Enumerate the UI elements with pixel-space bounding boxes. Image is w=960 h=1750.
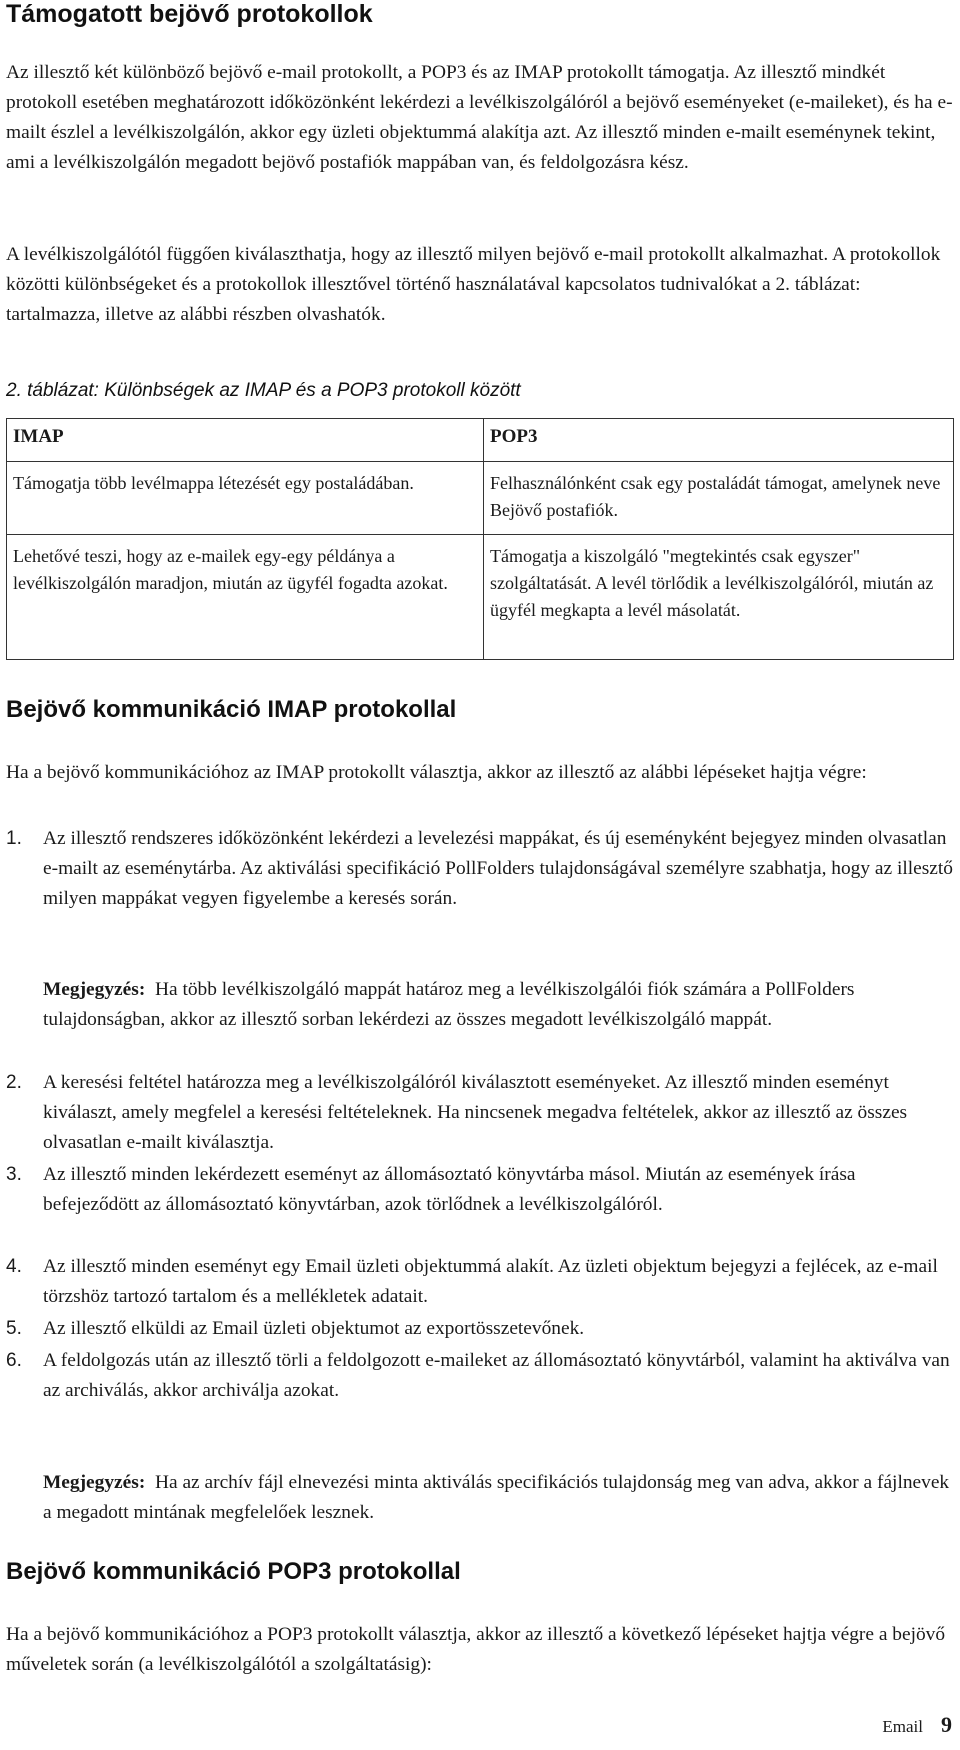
step-text: A feldolgozás után az illesztő törli a feldolgozott e-maileket az állomásoztató könyvtárból, valamint ha aktiválva van az archiválás, akkor archiválja azokat.	[43, 1350, 950, 1401]
footer-label: Email	[882, 1717, 923, 1736]
paragraph-protocol-intro: Az illesztő két különböző bejövő e-mail protokollt, a POP3 és az IMAP protokollt támogatja. Az illesztő mindkét protokoll esetében meghatározott időközönként lekérdezi a levélkiszolgálóról a bejövő eseményeket (e-maileket), és ha e-mailt észlel a levélkiszolgálón, akkor egy üzleti objektummá alakítja azt. Az illesztő minden e-mailt eseménynek tekint, ami a levélkiszolgálón megadott bejövő postafiók mappában van, és feldolgozásra kész.	[6, 62, 953, 173]
step-number: 6.	[6, 1350, 22, 1371]
step-number: 4.	[6, 1256, 22, 1277]
paragraph-imap-intro: Ha a bejövő kommunikációhoz az IMAP protokollt választja, akkor az illesztő az alábbi lépéseket hajtja végre:	[6, 762, 867, 783]
table-cell: Támogatja több levélmappa létezését egy postaládában.	[7, 462, 484, 535]
section-title-supported-protocols: Támogatott bejövő protokollok	[6, 0, 373, 28]
table-header-pop3: POP3	[484, 419, 954, 462]
paragraph-pop3-intro: Ha a bejövő kommunikációhoz a POP3 protokollt választja, akkor az illesztő a következő lépéseket hajtja végre a bejövő műveletek során (a levélkiszolgálótól a szolgáltatásig):	[6, 1624, 946, 1675]
note-text: Ha az archív fájl elnevezési minta aktiválás specifikációs tulajdonság meg van adva, akkor a fájlnevek a megadott mintának megfelelőek lesznek.	[43, 1472, 950, 1523]
step-text: Az illesztő minden eseményt egy Email üzleti objektummá alakít. Az üzleti objektum bejegyzi a fejlécek, az e-mail törzshöz tartozó tartalom és a mellékletek adatait.	[43, 1256, 938, 1307]
step-number: 2.	[6, 1072, 22, 1093]
section-title-pop3: Bejövő kommunikáció POP3 protokollal	[6, 1558, 461, 1585]
step-text: Az illesztő elküldi az Email üzleti objektumot az exportösszetevőnek.	[43, 1318, 585, 1339]
protocol-differences-table	[6, 418, 954, 660]
table-row	[7, 535, 954, 660]
step-text: Az illesztő rendszeres időközönként lekérdezi a levelezési mappákat, és új eseményként bejegyez minden olvasatlan e-mailt az eseménytárba. Az aktiválási specifikáció PollFolders tulajdonságával személyre szabhatja, hogy az illesztő milyen mappákat vegyen figyelembe a keresés során.	[43, 828, 953, 909]
section-title-imap: Bejövő kommunikáció IMAP protokollal	[6, 696, 457, 723]
table-caption: 2. táblázat: Különbségek az IMAP és a POP3 protokoll között	[6, 380, 521, 401]
note-label: Megjegyzés:	[43, 979, 146, 1000]
note-pollfolders	[43, 975, 955, 1035]
step-text: Az illesztő minden lekérdezett eseményt az állomásoztató könyvtárba másol. Miután az események írása befejeződött az állomásoztató könyvtárban, azok törlődnek a levélkiszolgálóról.	[43, 1164, 856, 1215]
step-text: A keresési feltétel határozza meg a levélkiszolgálóról kiválasztott eseményeket. Az illesztő minden eseményt kiválaszt, amely megfelel a keresési feltételeknek. Ha nincsenek megadva feltételek, akkor az illesztő az összes olvasatlan e-mailt kiválasztja.	[43, 1072, 908, 1153]
page-number: 9	[941, 1712, 952, 1737]
table-header-row	[7, 419, 954, 462]
table-row	[7, 462, 954, 535]
paragraph-protocol-choice: A levélkiszolgálótól függően kiválaszthatja, hogy az illesztő milyen bejövő e-mail protokollt alkalmazhat. A protokollok közötti különbségeket és a protokollok illesztővel történő használatával kapcsolatos tudnivalókat a 2. táblázat: tartalmazza, illetve az alábbi részben olvashatók.	[6, 244, 941, 325]
step-number: 3.	[6, 1164, 22, 1185]
table-cell: Támogatja a kiszolgáló "megtekintés csak egyszer" szolgáltatását. A levél törlődik a levélkiszolgálóról, miután az ügyfél megkapta a levél másolatát.	[484, 535, 954, 660]
note-label: Megjegyzés:	[43, 1472, 146, 1493]
note-text: Ha több levélkiszolgáló mappát határoz meg a levélkiszolgálói fiók számára a PollFolders tulajdonságban, akkor az illesztő sorban lekérdezi az összes megadott levélkiszolgáló mappát.	[43, 979, 855, 1030]
table-cell: Felhasználónként csak egy postaládát támogat, amelynek neve Bejövő postafiók.	[484, 462, 954, 535]
table-cell: Lehetővé teszi, hogy az e-mailek egy-egy példánya a levélkiszolgálón maradjon, miután az ügyfél fogadta azokat.	[7, 535, 484, 660]
note-archive	[43, 1468, 955, 1528]
page-footer	[882, 1712, 952, 1738]
step-number: 1.	[6, 828, 22, 849]
step-number: 5.	[6, 1318, 22, 1339]
table-header-imap: IMAP	[7, 419, 484, 462]
